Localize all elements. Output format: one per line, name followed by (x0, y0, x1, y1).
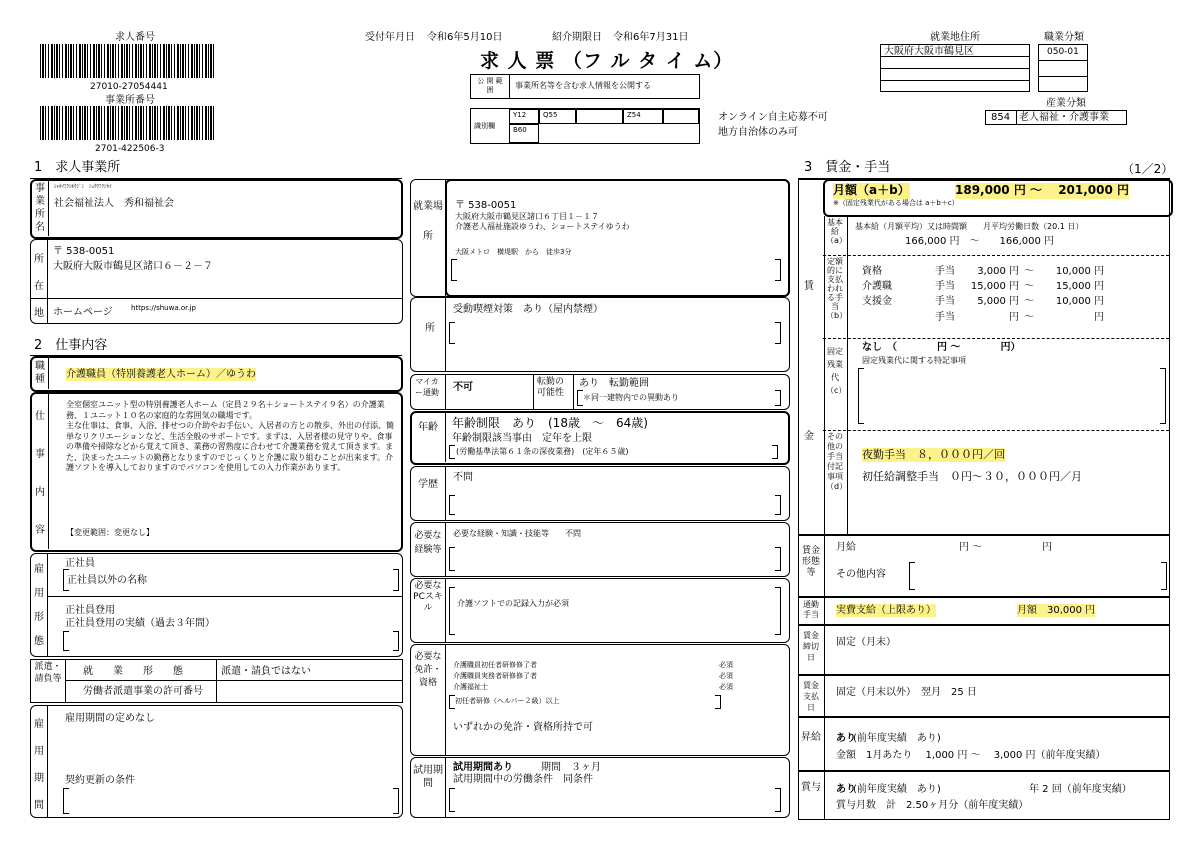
workplace-label: 就業場所 (413, 201, 443, 242)
employment-other-name: 正社員以外の名称 (67, 575, 147, 586)
license-note: 初任者研修（ヘルパー２級）以上 (455, 697, 560, 705)
office-number-barcode (40, 106, 215, 140)
industry-code: 854 (991, 112, 1011, 123)
wage-label-2: 金 (804, 431, 814, 442)
closing-label: 賃金締切日 (803, 631, 819, 662)
experience-label: 必要な経験等 (414, 531, 442, 555)
car-label: マイカー通勤 (415, 377, 439, 397)
age-label: 年齢 (418, 422, 438, 433)
license-any: いずれかの免許・資格所持で可 (453, 722, 593, 733)
employment-period: 雇用期間の定めなし (65, 713, 155, 724)
workplace-facility: 介護老人福祉施設ゆうわ、ショートステイゆうわ (455, 222, 630, 231)
allowance-2-name: 介護職 (862, 281, 892, 292)
received-date: 令和6年5月10日 (427, 32, 503, 43)
raise-label: 昇給 (801, 732, 821, 743)
age-box (410, 411, 790, 465)
smoking-box (410, 297, 790, 372)
allowance-1-min: 3,000 円 (977, 266, 1019, 277)
employment-box (30, 553, 403, 657)
local-gov-text: 地方自治体のみ可 (718, 127, 798, 138)
license-1: 介護職員初任者研修修了者 (453, 661, 537, 669)
occupation-label: 職業分類 (1044, 32, 1084, 43)
allowance-4-unit: 手当 (935, 312, 955, 323)
trial-label: 試用期間 (413, 765, 443, 789)
trial-box (410, 757, 790, 818)
raise: あり (836, 733, 856, 744)
bonus-record: (前年度実績 あり) (853, 784, 941, 795)
age-limit: 年齢制限 あり (18歳 ～ 64歳) (452, 416, 648, 430)
dispatch-box (30, 659, 403, 703)
occupation-code: 050-01 (1047, 47, 1079, 57)
transfer: あり 転勤範囲 (579, 378, 649, 389)
disclosure-text: 事業所名等を含む求人情報を公開する (515, 81, 651, 90)
experience-box (410, 522, 790, 577)
allowance-4-max: 円 (1094, 312, 1104, 323)
allowance-3-unit: 手当 (935, 296, 955, 307)
license-2-req: 必須 (719, 672, 733, 680)
employment-label: 雇用形態 (34, 564, 44, 647)
allowance-1-sep: ～ (1024, 266, 1034, 277)
commute-box (798, 597, 1170, 625)
pc-skill-label: 必要なPCスキル (413, 581, 443, 613)
employment-type: 正社員 (65, 558, 95, 569)
disclosure-label: 公 開 範 囲 (477, 77, 503, 95)
job-title-label: 職種 (35, 361, 45, 385)
industry-label: 産業分類 (1046, 98, 1086, 109)
promotion: 正社員登用 (65, 605, 115, 616)
night-allowance: 夜勤手当 ８，０００円／回 (862, 448, 1005, 461)
allowance-2-sep: ～ (1024, 281, 1034, 292)
commute-amount: 月額 30,000 円 (1017, 605, 1096, 616)
monthly-range: 189,000 円 ～ 201,000 円 (955, 183, 1130, 197)
bonus-times: 年 2 回（前年度実績） (1029, 784, 1132, 795)
section2-title: 2 仕事内容 (34, 338, 108, 353)
wage-form-range: 円 ～ 円 (959, 542, 1053, 553)
id-box: 識別欄 Y12 Q55 Z54 B60 (470, 108, 700, 144)
base-pay-header: 基本給（月額平均）又は時間額 月平均労働日数（20.1 日） (855, 222, 1084, 231)
workplace-address-box (880, 44, 1030, 92)
raise-box (798, 717, 1170, 771)
commute-transfer-box (410, 374, 790, 410)
online-text: オンライン自主応募不可 (718, 112, 828, 123)
job-number: 27010-27054441 (90, 82, 168, 92)
monthly-box (823, 179, 1173, 217)
company-address-box (30, 239, 403, 324)
monthly-label: 月額（a＋b） (833, 183, 910, 197)
trial-period: 期間 ３ヶ月 (541, 762, 601, 773)
workplace-postal: 〒 538-0051 (455, 200, 517, 211)
raise-record: (前年度実績 あり) (853, 733, 941, 744)
allowance-3-min: 5,000 円 (977, 296, 1019, 307)
section3-title: 3 賃金・手当 (804, 160, 891, 175)
job-number-barcode (40, 44, 215, 78)
raise-amount: 金額 1月あたり 1,000 円 ～ 3,000 円（前年度実績） (836, 750, 1106, 761)
allowance-2-max: 15,000 円 (1055, 281, 1104, 292)
age-law: (労働基準法第６１条の深夜業務) (定年６５歳) (456, 447, 629, 456)
change-scope: 【変更範囲：変更なし】 (66, 528, 154, 537)
company-name-label: 事業所名 (35, 183, 45, 233)
dispatch-label: 派遣・請負等 (34, 662, 62, 684)
fixed-allowance-label: 定額的に支払われる手当（b） (826, 257, 848, 320)
other-allowance-label: その他の手当付記事項（d） (826, 432, 848, 491)
allowance-1-unit: 手当 (935, 266, 955, 277)
pc-skill: 介護ソフトでの記録入力が必須 (457, 599, 569, 608)
monthly-note: ※（固定残業代がある場合は a＋b＋c） (833, 199, 959, 207)
bonus-months: 賞与月数 計 2.50ヶ月分（前年度実績） (836, 800, 1029, 811)
company-address: 大阪府大阪市鶴見区諸口６－２－７ (53, 261, 213, 272)
allowance-3-sep: ～ (1024, 296, 1034, 307)
education: 不問 (453, 472, 473, 483)
payday-label: 賃金支払日 (803, 681, 819, 712)
job-number-label: 求人番号 (115, 32, 155, 43)
allowance-4-sep: ～ (1024, 312, 1034, 323)
workplace-address-label: 就業地住所 (930, 32, 980, 43)
allowance-2-unit: 手当 (935, 281, 955, 292)
wage-form-monthly: 月給 (836, 542, 856, 553)
payday-box (798, 675, 1170, 717)
wage-label: 賃 (804, 281, 814, 292)
company-name-box (30, 179, 403, 239)
overtime: なし （ 円 ～ 円） (862, 342, 1021, 353)
employment-period-label: 雇用期間 (34, 719, 44, 811)
license-1-req: 必須 (719, 661, 733, 669)
occupation-box (1038, 44, 1088, 92)
education-box (410, 466, 790, 521)
industry-name: 老人福祉・介護事業 (1019, 112, 1109, 123)
wage-form-label: 賃金形態等 (801, 546, 820, 578)
smoking-policy: 受動喫煙対策 あり（屋内禁煙） (453, 304, 603, 315)
job-content: 全室個室ユニット型の特別養護老人ホーム（定員２９名＋ショートステイ９名）の介護業務、１ユニット１０名の家庭的な雰囲気の職場です。 主な仕事は、食事、入浴、排せつの介助やお手伝い、入居者の方との散歩、外出の付添、簡単なリクリエーションなど、生活全般のサポートです。まずは、入居者様の見守りや、食事の準備や掃除などから覚えて頂き、業務の習熟度に合わせて介護業務を覚えて頂きます。また、決まったユニットの勤務となりますのでじっくりと介護に取り組むことが出来ます。介護ソフトを導入しておりますのでパソコンを使用しての入力作業があります。 (66, 400, 394, 472)
allowance-4-min: 円 (1009, 312, 1019, 323)
wage-form-box (798, 535, 1170, 597)
homepage-label: ホームページ (53, 307, 113, 318)
disclosure-box (470, 74, 700, 99)
job-title: 介護職員（特別養護老人ホーム）／ゆうわ (66, 369, 256, 380)
workplace-detail-box (445, 179, 790, 297)
company-postal: 〒 538-0051 (53, 246, 115, 257)
allowance-3-name: 支援金 (862, 296, 892, 307)
referral-date: 令和6年7月31日 (613, 32, 689, 43)
workplace-address: 大阪府大阪市鶴見区 (884, 46, 974, 57)
allowance-2-min: 15,000 円 (970, 281, 1019, 292)
promotion-record: 正社員登用の実績（過去３年間） (65, 618, 215, 629)
bonus: あり (836, 784, 856, 795)
renewal-conditions: 契約更新の条件 (65, 775, 135, 786)
commute-label: 通勤手当 (803, 600, 819, 619)
company-name: 社会福祉法人 秀和福祉会 (54, 198, 174, 209)
license-2: 介護職員実務者研修修了者 (453, 672, 537, 680)
payday: 固定（月末以外） 翌月 25 日 (836, 687, 977, 698)
company-name-kana: ｼｬｶｲﾌｸｼﾎｳｼﾞﾝ ｼｭｳﾜﾌｸｼｶｲ (54, 184, 112, 190)
starting-allowance: 初任給調整手当 ０円～３０，０００円／月 (862, 470, 1082, 483)
workplace-address: 大阪府大阪市鶴見区諸口６丁目１－１７ (455, 212, 599, 221)
base-pay-label: 基本給（a） (826, 218, 847, 245)
license-box (410, 644, 790, 756)
allowance-1-name: 資格 (862, 266, 882, 277)
received-label: 受付年月日 (365, 32, 415, 43)
trial-conditions: 試用期間中の労働条件 同条件 (453, 774, 593, 785)
allowance-1-max: 10,000 円 (1055, 266, 1104, 277)
bonus-label: 賞与 (801, 782, 821, 793)
overtime-label: 固定残業代（c） (826, 347, 847, 395)
smoking-label-char: 所 (425, 323, 435, 334)
car-commute: 不可 (453, 382, 473, 393)
job-content-box (30, 392, 403, 552)
experience: 必要な経験・知識・技能等 不問 (453, 529, 581, 538)
page-title: 求 人 票 （フ ル タ イ ム） (480, 50, 734, 72)
office-number-label: 事業所番号 (105, 95, 155, 106)
job-content-label: 仕事内容 (35, 411, 45, 536)
transfer-label: 転勤の可能性 (537, 377, 565, 398)
page-number: （1／2） (1122, 162, 1174, 176)
dispatch-value: 派遣・請負ではない (221, 666, 311, 677)
section1-title: 1 求人事業所 (34, 160, 121, 175)
overtime-note: 固定残業代に関する特記事項 (862, 356, 966, 365)
id-label: 識別欄 (474, 122, 495, 130)
referral-label: 紹介期限日 (552, 32, 602, 43)
license-label: 必要な免許・資格 (414, 652, 442, 688)
age-reason: 年齢制限該当事由 定年を上限 (452, 433, 592, 444)
workplace-access: 大阪メトロ 横堤駅 から 徒歩3分 (455, 248, 572, 256)
bonus-box (798, 771, 1170, 820)
transfer-note: ＊同一建物内での異動あり (583, 393, 679, 402)
office-number: 2701-422506-3 (95, 144, 165, 154)
base-pay-range: 166,000 円 ～ 166,000 円 (905, 236, 1055, 247)
dispatch-form-label: 就 業 形 態 (83, 666, 183, 677)
closing-box (798, 625, 1170, 675)
wage-form-other: その他内容 (836, 569, 886, 580)
employment-period-box (30, 705, 403, 818)
closing-day: 固定（月末） (836, 637, 896, 648)
license-3: 介護福祉士 (453, 683, 488, 691)
commute-allowance: 実費支給（上限あり） (836, 605, 936, 616)
pc-skill-box (410, 578, 790, 643)
allowance-3-max: 10,000 円 (1055, 296, 1104, 307)
industry-box (985, 110, 1127, 125)
education-label: 学歴 (418, 479, 438, 490)
company-address-label: 所在地 (34, 254, 44, 319)
homepage-url[interactable]: https://shuwa.or.jp (131, 304, 196, 312)
dispatch-license-label: 労働者派遣事業の許可番号 (83, 686, 203, 697)
license-3-req: 必須 (719, 683, 733, 691)
trial: 試用期間あり (453, 762, 513, 773)
job-title-box (30, 356, 403, 392)
